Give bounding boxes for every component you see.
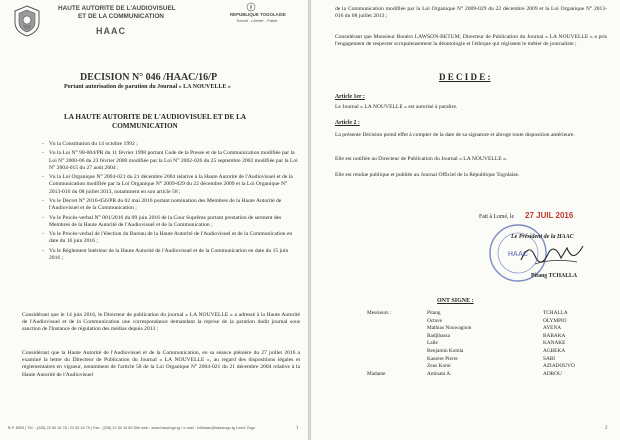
haac-emblem-icon xyxy=(12,4,42,38)
article-2-paragraph-1: La présente Décision prend effet à compter de la date de sa signature et abroge toute disposition antérieure. xyxy=(335,132,575,138)
signer-name: Pitang TCHALLA xyxy=(531,273,578,279)
visa-item: - Vu la Loi N° 98-004/PR du 11 février 1998 portant Code de la Presse et de la Communication modifiée par la Loi N° 2000-06 du 23 février 2000 modifiée par la Loi N° 2002-026 du 25 septembre 2002 modifiée par la Loi N° 2004-015 du 27 août 2004 ; xyxy=(42,150,298,171)
visa-item: - Vu le Procès-verbal N° 001/2016 du 09 juin 2016 de la Cour Suprême portant prestation de serment des Membres de la Haute Autorité de l'Audiovisuel et de la Communication ; xyxy=(42,214,282,228)
org-name-line2: ET DE LA COMMUNICATION xyxy=(78,13,164,20)
article-2-paragraph-3: Elle est rendue publique et publiée au Journal Officiel de la République Togolaise. xyxy=(335,172,520,178)
article-1-label: Article 1er : xyxy=(335,94,365,100)
article-2-label: Article 2 : xyxy=(335,120,360,126)
republic-name: REPUBLIQUE TOGOLAISE xyxy=(230,12,286,17)
considerant-2-continuation: de la Communication modifiée par la Loi Organique N° 2009-029 du 22 décembre 2009 et la Loi Organique N° 2013-016 du 08 juillet 2013 ; xyxy=(335,6,607,20)
org-name-line1: HAUTE AUTORITE DE L'AUDIOVISUEL xyxy=(58,5,176,12)
page-number-left: 1 xyxy=(296,426,299,431)
right-page xyxy=(311,0,620,440)
considerant-2: Considérant que la Haute Autorité de l'Audiovisuel et de la Communication, en sa séance plénière du 27 juillet 2016 a examiné la lettre du Directeur de Publication du Journal « LA NOUVELLE », au regard des dispositions légales et réglementaires en vigueur, notamment de l'article 58 de la Loi Organique N° 2004-021 du 21 décembre 2004 relative à la Haute Autorité de l'Audiovisuel xyxy=(22,350,300,378)
signature-icon xyxy=(517,238,587,270)
signatories-list: Messieurs : Pitang TCHALLA Octave OLYMPIO Mathias Nouwagnon AYENA Badjibassa BABAKA Lalle KANAKE Benjamin Komla AGBEKA Kassére Pierre SABI Zeus Komi AZIADOUVO Madame Aminata A. ADROU xyxy=(367,310,575,377)
place-text: Fait à Lomé, le xyxy=(479,214,515,220)
article-2-paragraph-2: Elle est notifiée au Directeur de Publication du Journal « LA NOUVELLE ». xyxy=(335,156,508,162)
considerant-3: Considérant que Monsieur Bonéro LAWSON-BETUM, Directeur de Publication du Journal « LA NOUVELLE » a pris l'engagement de respecter scrupuleusement la déontologie et l'éthique qui régissent le métier de journaliste ; xyxy=(335,34,607,48)
svg-text:HAAC: HAAC xyxy=(507,251,529,258)
decide-heading: D E C I D E : xyxy=(439,72,491,82)
decision-subtitle: Portant autorisation de parution du Journal « LA NOUVELLE » xyxy=(64,84,231,90)
date-stamp: 27 JUIL 2016 xyxy=(525,211,574,220)
visa-item: - Vu le Décret N° 2016-056/PR du 02 mai 2016 portant nomination des Membres de la Haute Autorité de l'Audiovisuel et de la Communication ; xyxy=(42,197,282,212)
decision-title: DECISION N° 046 /HAAC/16/P xyxy=(80,72,218,83)
authority-heading-line1: LA HAUTE AUTORITE DE L'AUDIOVISUEL ET DE LA xyxy=(64,113,247,121)
republic-emblem-icon xyxy=(244,2,258,12)
ont-signe-heading: ONT SIGNE : xyxy=(437,298,474,304)
acronym: HAAC xyxy=(96,26,126,36)
left-page xyxy=(0,0,308,440)
considerant-1: Considérant que le 14 juin 2016, le Directeur de publication du journal « LA NOUVELLE » a adressé à la Haute Autorité de l'Audiovisuel et de la Communication une correspondance demandant la reprise de la parution dudit journal sous sanction de l'Instance de régulation des médias depuis 2013 ; xyxy=(22,312,300,333)
visa-item: - Vu le Procès-verbal de l'élection du Bureau de la Haute Autorité de l'Audiovisuel et de la Communication en date du 16 juin 2016 ; xyxy=(42,231,293,245)
visa-item: - Vu la Constitution du 14 octobre 1992 ; xyxy=(42,141,138,147)
page-number-right: 2 xyxy=(605,426,608,431)
signer-title: Le Président de la HAAC xyxy=(511,234,574,240)
republic-motto: Travail - Liberté - Patrie xyxy=(236,18,278,23)
authority-heading-line2: COMMUNICATION xyxy=(112,122,178,130)
article-1-text: Le Journal « LA NOUVELLE » est autorisé à paraître. xyxy=(335,104,458,110)
visas-list xyxy=(42,141,298,264)
footer-contact: B.P. 8553 | Tél. : (228) 22 50 16 78 / 22 50 16 79 | Fax : (228) 22 50 16 80 Site web : www.haactogo.tg / e-mail : infohaac@haactogo.tg Lomé-Togo xyxy=(8,426,255,430)
visa-item: - Vu la Loi Organique N° 2004-021 du 21 décembre 2004 relative à la Haute Autorité de l'Audiovisuel et de la Communication modifiée par la Loi Organique N° 2009-029 du 22 décembre 2009 et la Loi Organique N° 2013-016 du 08 juillet 2013, notamment en son article 58 ; xyxy=(42,174,293,195)
visa-item: - Vu le Règlement Intérieur de la Haute Autorité de l'Audiovisuel et de la Communication en date du 15 juin 2016 ; xyxy=(42,247,289,261)
